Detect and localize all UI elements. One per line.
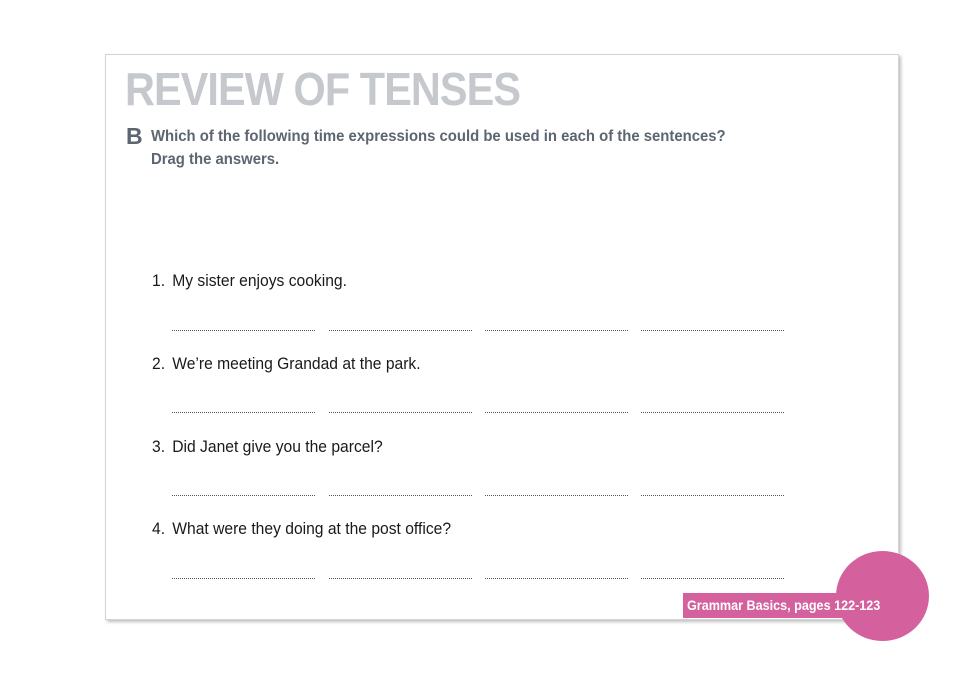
- answer-slots-4: [172, 566, 784, 578]
- instruction-line-1: Which of the following time expressions could be used in each of the sentences?: [151, 128, 726, 145]
- answer-drop-slot[interactable]: [172, 400, 315, 413]
- answer-drop-slot[interactable]: [329, 566, 472, 579]
- instruction-line-2: Drag the answers.: [151, 151, 280, 168]
- question-2: [152, 354, 421, 374]
- reference-badge: [683, 593, 897, 618]
- question-3: [152, 437, 383, 457]
- answer-drop-slot[interactable]: [485, 400, 628, 413]
- question-text: We’re meeting Grandad at the park.: [172, 354, 421, 373]
- reference-text: Grammar Basics, pages 122-123: [687, 597, 881, 613]
- section-letter: B: [126, 123, 143, 149]
- question-4: [152, 519, 451, 539]
- answer-drop-slot[interactable]: [485, 566, 628, 579]
- question-number: 1.: [152, 271, 166, 290]
- answer-drop-slot[interactable]: [485, 483, 628, 496]
- answer-drop-slot[interactable]: [329, 483, 472, 496]
- answer-drop-slot[interactable]: [641, 400, 784, 413]
- question-text: Did Janet give you the parcel?: [172, 437, 383, 456]
- answer-drop-slot[interactable]: [172, 566, 315, 579]
- answer-drop-slot[interactable]: [329, 318, 472, 331]
- answer-slots-3: [172, 483, 784, 495]
- question-number: 2.: [152, 354, 166, 373]
- answer-drop-slot[interactable]: [485, 318, 628, 331]
- answer-drop-slot[interactable]: [329, 400, 472, 413]
- question-number: 4.: [152, 519, 166, 538]
- instruction-text: [151, 125, 726, 171]
- question-number: 3.: [152, 437, 166, 456]
- question-text: What were they doing at the post office?: [172, 519, 452, 538]
- question-1: [152, 271, 347, 291]
- answer-drop-slot[interactable]: [172, 483, 315, 496]
- answer-slots-2: [172, 400, 784, 412]
- answer-drop-slot[interactable]: [172, 318, 315, 331]
- answer-drop-slot[interactable]: [641, 566, 784, 579]
- answer-drop-slot[interactable]: [641, 483, 784, 496]
- question-text: My sister enjoys cooking.: [172, 271, 347, 290]
- answer-slots-1: [172, 318, 784, 330]
- answer-drop-slot[interactable]: [641, 318, 784, 331]
- page-title: REVIEW OF TENSES: [125, 63, 521, 115]
